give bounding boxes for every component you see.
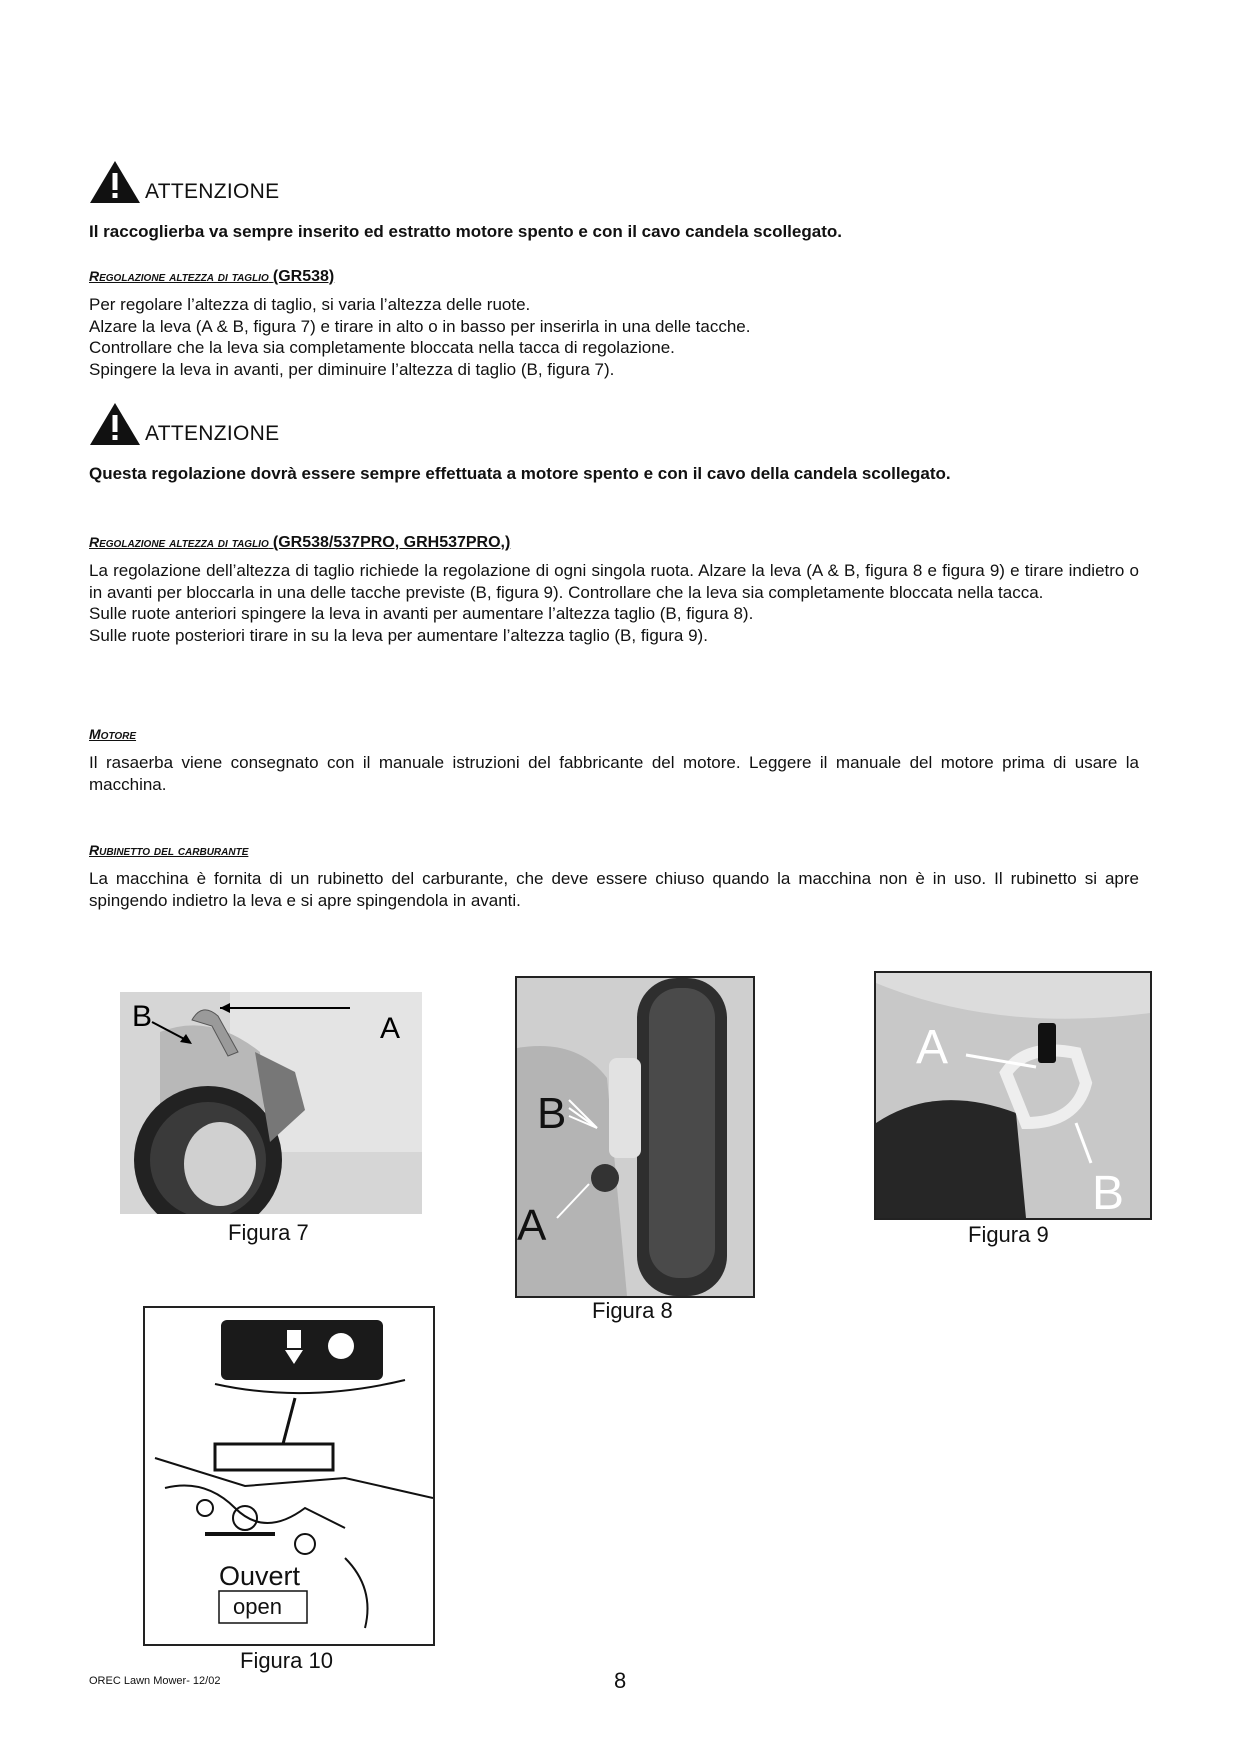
label-open: open xyxy=(233,1594,282,1619)
body-paragraph: La regolazione dell’altezza di taglio richiede la regolazione di ogni singola ruota. Alzare la leva (A & B, figura 8 e figura 9) e tirare indietro o in avanti per bloccarla in una delle tacche previste (B, figura 9). Controllare che la leva sia completamente bloccata nella tacca. xyxy=(89,561,1139,602)
body-line: Spingere la leva in avanti, per diminuire l’altezza di taglio (B, figura 7). xyxy=(89,359,615,379)
fuel-tap-drawing xyxy=(145,1308,433,1644)
warning-triangle-icon xyxy=(89,160,141,204)
warning-title: ATTENZIONE xyxy=(145,422,280,445)
label-b: B xyxy=(537,1089,567,1138)
section-heading xyxy=(89,842,248,859)
front-wheel-lever-photo xyxy=(517,978,753,1296)
rear-wheel-lever-photo xyxy=(876,973,1150,1218)
warning-title: ATTENZIONE xyxy=(145,180,280,203)
label-b: B xyxy=(132,1000,153,1033)
label-a: A xyxy=(517,1201,547,1250)
warning-header-2 xyxy=(89,402,279,446)
figure-9-caption: Figura 9 xyxy=(968,1222,1049,1247)
section-body xyxy=(89,294,1139,380)
mower-wheel-lever-photo xyxy=(120,992,422,1214)
body-line: Per regolare l’altezza di taglio, si varia l’altezza delle ruote. xyxy=(89,295,531,314)
label-ouvert: Ouvert xyxy=(219,1561,301,1591)
warning-text: Questa regolazione dovrà essere sempre effettuata a motore spento e con il cavo della candela scollegato. xyxy=(89,464,951,483)
section-body xyxy=(89,868,1139,911)
body-line: Sulle ruote posteriori tirare in su la leva per aumentare l’altezza taglio (B, figura 9). xyxy=(89,625,708,645)
page-number: 8 xyxy=(614,1668,627,1693)
figure-9-image xyxy=(874,971,1152,1220)
body-line: Alzare la leva (A & B, figura 7) e tirare in alto o in basso per inserirla in una delle tacche. xyxy=(89,316,751,336)
body-line: Controllare che la leva sia completamente bloccata nella tacca di regolazione. xyxy=(89,338,675,357)
warning-text: Il raccoglierba va sempre inserito ed estratto motore spento e con il cavo candela scollegato. xyxy=(89,222,842,241)
label-a: A xyxy=(916,1021,949,1074)
section-heading-model: (GR538/537PRO, GRH537PRO,) xyxy=(272,534,511,551)
warning-header-1 xyxy=(89,160,279,204)
section-body xyxy=(89,752,1139,795)
body-paragraph: Il rasaerba viene consegnato con il manuale istruzioni del fabbricante del motore. Leggere il manuale del motore prima di usare la macchina. xyxy=(89,753,1139,794)
figure-7-image xyxy=(120,992,422,1214)
section-heading-model: (GR538) xyxy=(272,268,335,285)
section-heading-title: Regolazione altezza di taglio xyxy=(89,534,269,550)
figure-10-caption: Figura 10 xyxy=(240,1648,333,1673)
section-heading xyxy=(89,268,334,286)
figure-10-image xyxy=(143,1306,435,1646)
body-line: Sulle ruote anteriori spingere la leva in avanti per aumentare l’altezza taglio (B, figura 8). xyxy=(89,604,754,623)
label-a: A xyxy=(380,1012,401,1045)
section-heading-title: Motore xyxy=(89,726,137,742)
figure-7-caption: Figura 7 xyxy=(228,1220,309,1245)
section-heading-title: Regolazione altezza di taglio xyxy=(89,268,269,284)
body-paragraph: La macchina è fornita di un rubinetto del carburante, che deve essere chiuso quando la macchina non è in uso. Il rubinetto si apre spingendo indietro la leva e si apre spingendola in avanti. xyxy=(89,869,1139,910)
figure-8-image xyxy=(515,976,755,1298)
figure-8-caption: Figura 8 xyxy=(592,1298,673,1323)
section-heading xyxy=(89,726,136,743)
label-b: B xyxy=(1092,1167,1125,1218)
warning-triangle-icon xyxy=(89,402,141,446)
section-heading-title: Rubinetto del carburante xyxy=(89,842,249,858)
section-body xyxy=(89,560,1139,646)
section-heading xyxy=(89,534,510,552)
footer-text: OREC Lawn Mower- 12/02 xyxy=(89,1675,221,1687)
